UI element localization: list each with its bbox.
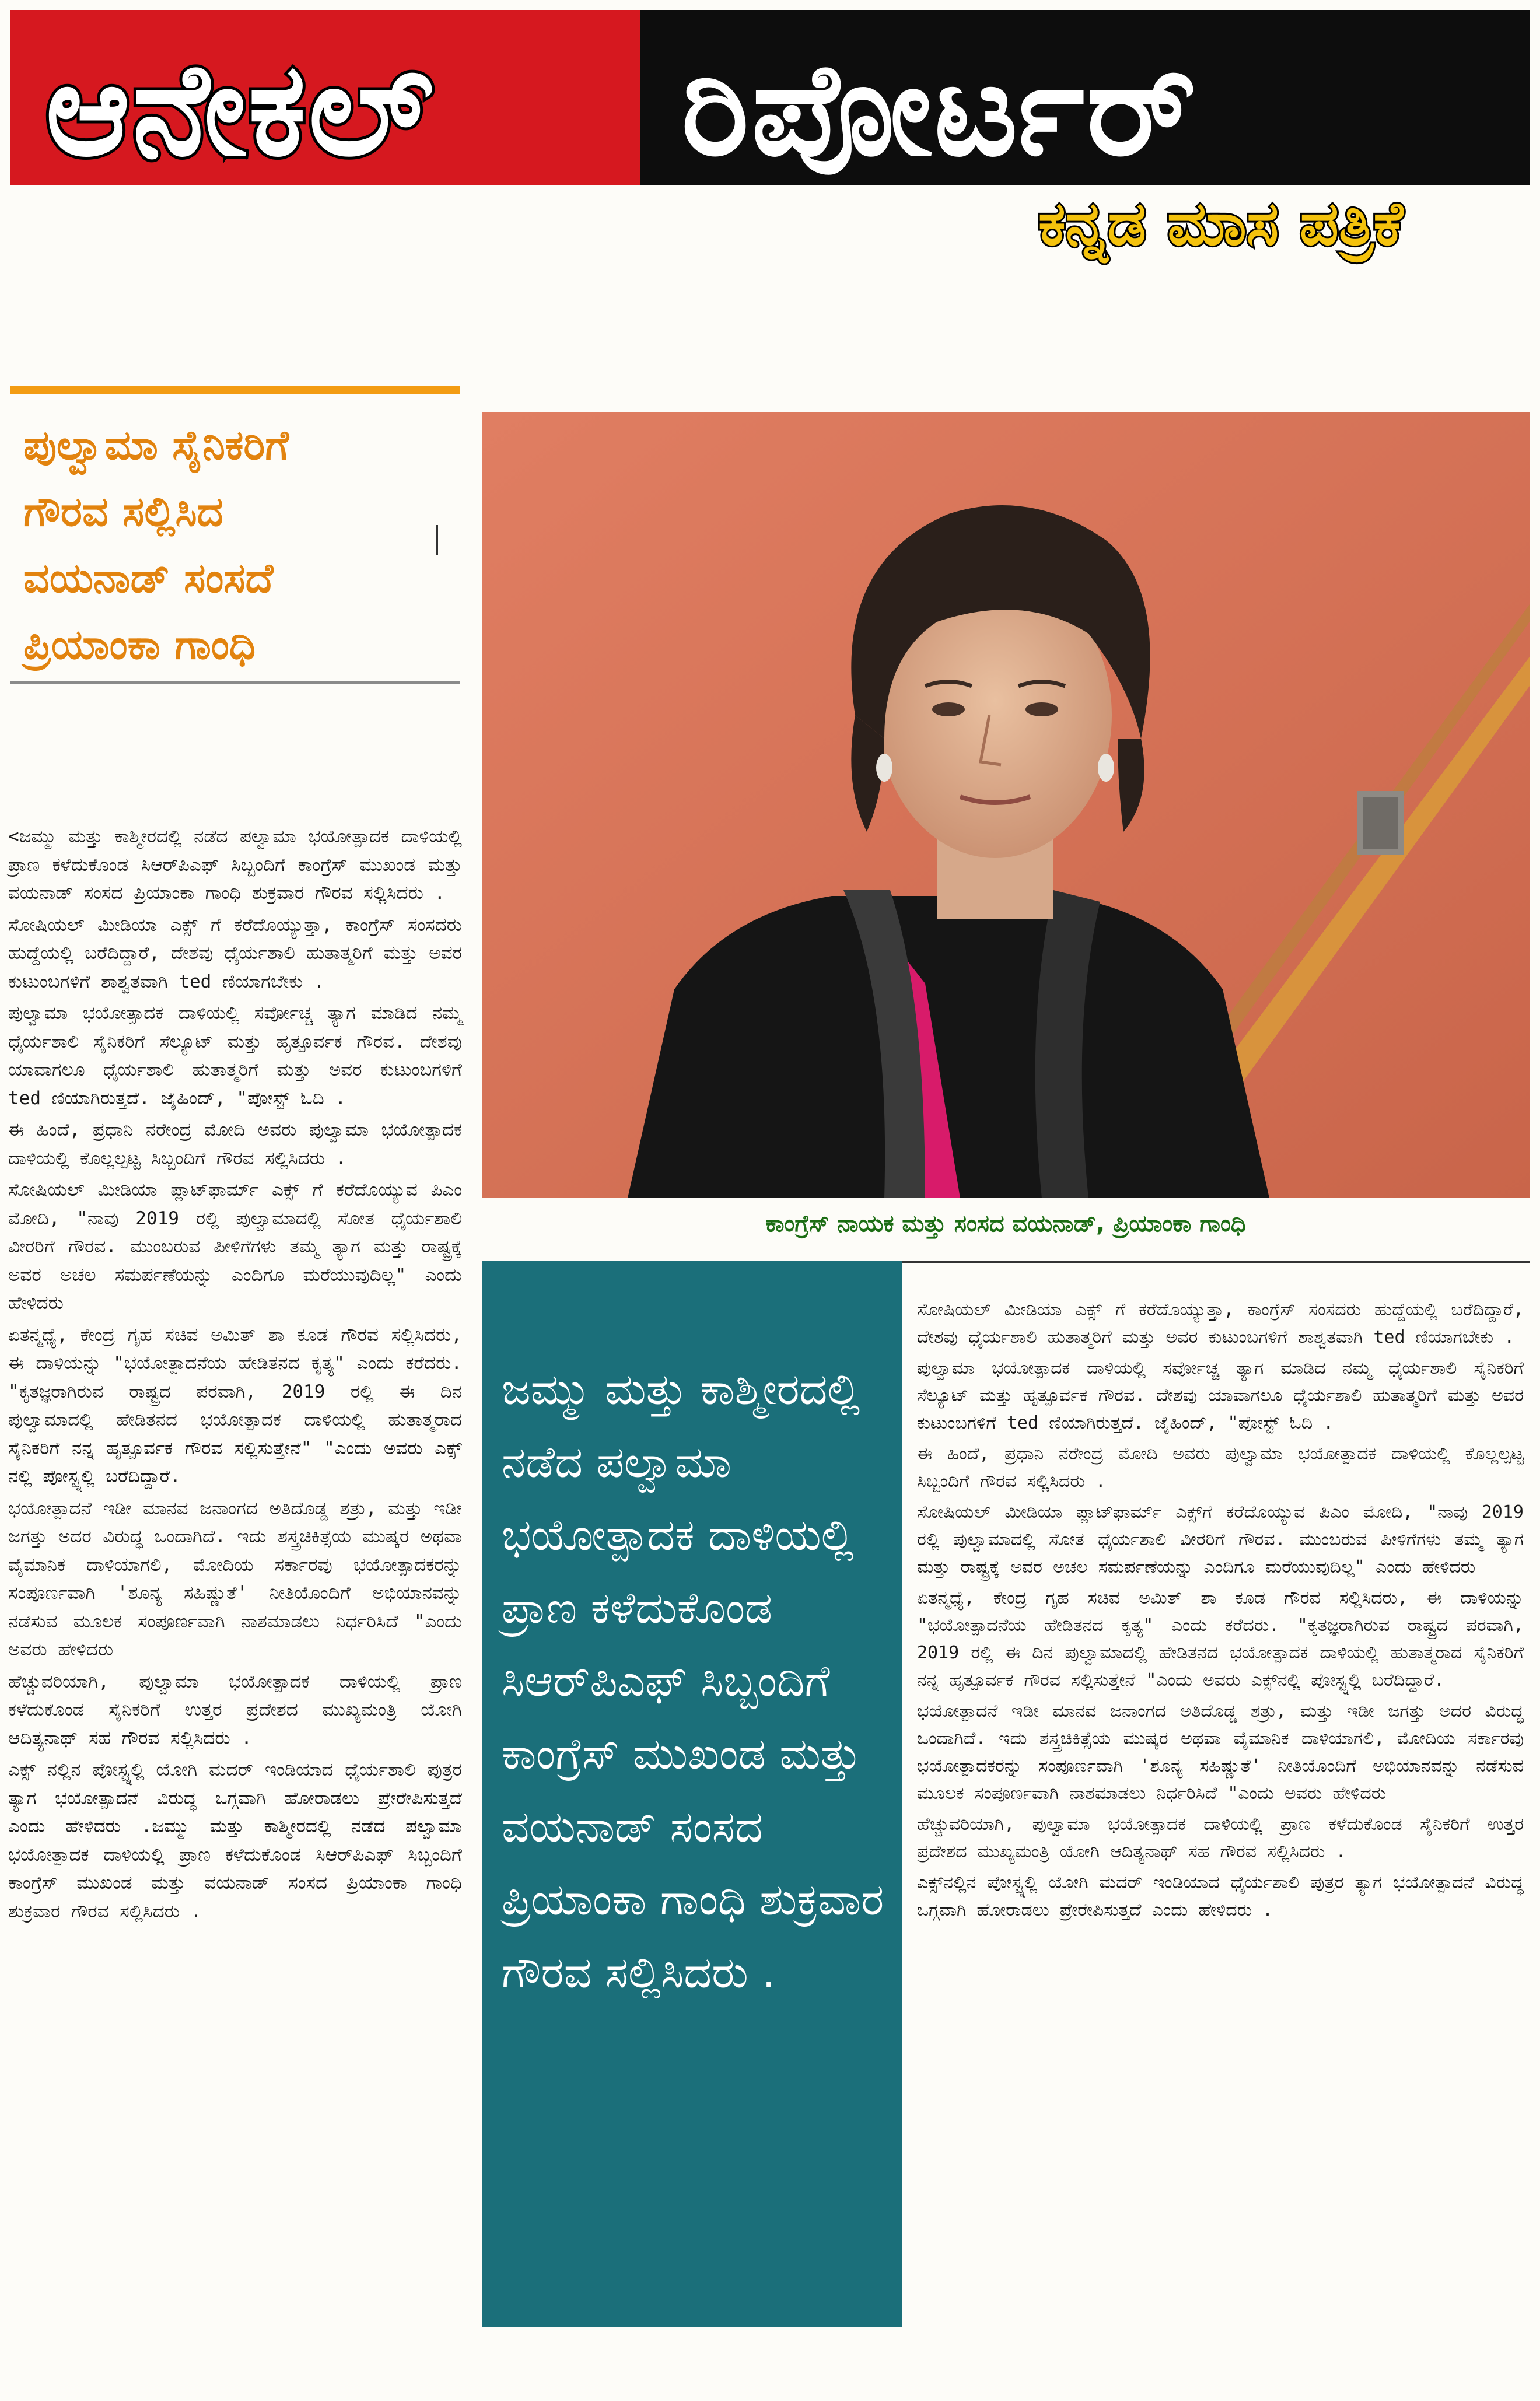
article-paragraph: <ಜಮ್ಮು ಮತ್ತು ಕಾಶ್ಮೀರದಲ್ಲಿ ನಡೆದ ಪಲ್ವಾಮಾ ಭಯೋತ್ಪಾದಕ ದಾಳಿಯಲ್ಲಿ ಪ್ರಾಣ ಕಳೆದುಕೊಂಡ ಸಿಆರ್‌ಪಿಎಫ್ ಸಿಬ್ಬಂದಿಗೆ ಕಾಂಗ್ರೆಸ್ ಮುಖಂಡ ಮತ್ತು ವಯನಾಡ್ ಸಂಸದ ಪ್ರಿಯಾಂಕಾ ಗಾಂಧಿ ಶುಕ್ರವಾರ ಗೌರವ ಸಲ್ಲಿಸಿದರು . [8, 826, 462, 904]
article-paragraph: ಸೋಷಿಯಲ್ ಮೀಡಿಯಾ ಎಕ್ಸ್ ಗೆ ಕರೆದೊಯ್ಯುತ್ತಾ, ಕಾಂಗ್ರೆಸ್ ಸಂಸದರು ಹುದ್ದೆಯಲ್ಲಿ ಬರೆದಿದ್ದಾರೆ, ದೇಶವು ಧೈರ್ಯಶಾಲಿ ಹುತಾತ್ಮರಿಗೆ ಮತ್ತು ಅವರ ಕುಟುಂಬಗಳಿಗೆ ಶಾಶ್ವತವಾಗಿ ted ಣಿಯಾಗಬೇಕು . [8, 914, 462, 992]
article-paragraph: ಹೆಚ್ಚುವರಿಯಾಗಿ, ಪುಲ್ವಾಮಾ ಭಯೋತ್ಪಾದಕ ದಾಳಿಯಲ್ಲಿ ಪ್ರಾಣ ಕಳೆದುಕೊಂಡ ಸೈನಿಕರಿಗೆ ಉತ್ತರ ಪ್ರದೇಶದ ಮುಖ್ಯಮಂತ್ರಿ ಯೋಗಿ ಆದಿತ್ಯನಾಥ್ ಸಹ ಗೌರವ ಸಲ್ಲಿಸಿದರು . [8, 1671, 462, 1749]
headline-line: ಪ್ರಿಯಾಂಕಾ ಗಾಂಧಿ [23, 621, 256, 668]
article-paragraph: ಭಯೋತ್ಪಾದನೆ ಇಡೀ ಮಾನವ ಜನಾಂಗದ ಅತಿದೊಡ್ಡ ಶತ್ರು, ಮತ್ತು ಇಡೀ ಜಗತ್ತು ಅದರ ವಿರುದ್ಧ ಒಂದಾಗಿದೆ. ಇದು ಶಸ್ತ್ರಚಿಕಿತ್ಸೆಯ ಮುಷ್ಕರ ಅಥವಾ ವೈಮಾನಿಕ ದಾಳಿಯಾಗಲಿ, ಮೋದಿಯ ಸರ್ಕಾರವು ಭಯೋತ್ಪಾದಕರನ್ನು ಸಂಪೂರ್ಣವಾಗಿ 'ಶೂನ್ಯ ಸಹಿಷ್ಣುತೆ' ನೀತಿಯೊಂದಿಗೆ ಅಭಿಯಾನವನ್ನು ನಡೆಸುವ ಮೂಲಕ ಸಂಪೂರ್ಣವಾಗಿ ನಾಶಮಾಡಲು ನಿರ್ಧರಿಸಿದೆ "ಎಂದು ಅವರು ಹೇಳಿದರು [8, 1497, 462, 1660]
article-paragraph: ಈ ಹಿಂದೆ, ಪ್ರಧಾನಿ ನರೇಂದ್ರ ಮೋದಿ ಅವರು ಪುಲ್ವಾಮಾ ಭಯೋತ್ಪಾದಕ ದಾಳಿಯಲ್ಲಿ ಕೊಲ್ಲಲ್ಪಟ್ಟ ಸಿಬ್ಬಂದಿಗೆ ಗೌರವ ಸಲ್ಲಿಸಿದರು . [8, 1119, 462, 1169]
article-headline [23, 412, 455, 678]
masthead-red-panel [10, 10, 640, 186]
masthead-black-panel [640, 10, 1530, 186]
headline-line: ವಯನಾಡ್ ಸಂಸದೆ [23, 554, 274, 602]
right-article-column [917, 1296, 1524, 1927]
article-paragraph: ಭಯೋತ್ಪಾದನೆ ಇಡೀ ಮಾನವ ಜನಾಂಗದ ಅತಿದೊಡ್ಡ ಶತ್ರು, ಮತ್ತು ಇಡೀ ಜಗತ್ತು ಅದರ ವಿರುದ್ಧ ಒಂದಾಗಿದೆ. ಇದು ಶಸ್ತ್ರಚಿಕಿತ್ಸೆಯ ಮುಷ್ಕರ ಅಥವಾ ವೈಮಾನಿಕ ದಾಳಿಯಾಗಲಿ, ಮೋದಿಯ ಸರ್ಕಾರವು ಭಯೋತ್ಪಾದಕರನ್ನು ಸಂಪೂರ್ಣವಾಗಿ 'ಶೂನ್ಯ ಸಹಿಷ್ಣುತೆ' ನೀತಿಯೊಂದಿಗೆ ಅಭಿಯಾನವನ್ನು ನಡೆಸುವ ಮೂಲಕ ಸಂಪೂರ್ಣವಾಗಿ ನಾಶಮಾಡಲು ನಿರ್ಧರಿಸಿದೆ "ಎಂದು ಅವರು ಹೇಳಿದರು [917, 1701, 1524, 1804]
masthead-title-black: ರಿಪೋರ್ಟರ್ [681, 35, 1199, 184]
left-article-column [8, 822, 462, 1929]
article-paragraph: ಎಕ್ಸ್ ನಲ್ಲಿನ ಪೋಸ್ಟ್ನಲ್ಲಿ ಯೋಗಿ ಮದರ್ ಇಂಡಿಯಾದ ಧೈರ್ಯಶಾಲಿ ಪುತ್ರರ ತ್ಯಾಗ ಭಯೋತ್ಪಾದನೆ ವಿರುದ್ಧ ಒಗ್ಗವಾಗಿ ಹೋರಾಡಲು ಪ್ರೇರೇಪಿಸುತ್ತದೆ ಎಂದು ಹೇಳಿದರು .ಜಮ್ಮು ಮತ್ತು ಕಾಶ್ಮೀರದಲ್ಲಿ ನಡೆದ ಪಲ್ವಾಮಾ ಭಯೋತ್ಪಾದಕ ದಾಳಿಯಲ್ಲಿ ಪ್ರಾಣ ಕಳೆದುಕೊಂಡ ಸಿಆರ್‌ಪಿಎಫ್ ಸಿಬ್ಬಂದಿಗೆ ಕಾಂಗ್ರೆಸ್ ಮುಖಂಡ ಮತ್ತು ವಯನಾಡ್ ಸಂಸದ ಪ್ರಿಯಾಂಕಾ ಗಾಂಧಿ ಶುಕ್ರವಾರ ಗೌರವ ಸಲ್ಲಿಸಿದರು . [8, 1759, 462, 1922]
article-paragraph: ಪುಲ್ವಾಮಾ ಭಯೋತ್ಪಾದಕ ದಾಳಿಯಲ್ಲಿ ಸರ್ವೋಚ್ಚ ತ್ಯಾಗ ಮಾಡಿದ ನಮ್ಮ ಧೈರ್ಯಶಾಲಿ ಸೈನಿಕರಿಗೆ ಸೆಲ್ಯೂಟ್ ಮತ್ತು ಹೃತ್ಪೂರ್ವಕ ಗೌರವ. ದೇಶವು ಯಾವಾಗಲೂ ಧೈರ್ಯಶಾಲಿ ಹುತಾತ್ಮರಿಗೆ ಮತ್ತು ಅವರ ಕುಟುಂಬಗಳಿಗೆ ted ಣಿಯಾಗಿರುತ್ತದೆ. ಜೈಹಿಂದ್, "ಪೋಸ್ಟ್ ಓದಿ . [917, 1358, 1524, 1433]
headline-line: ಪುಲ್ವಾಮಾ ಸೈನಿಕರಿಗೆ [23, 421, 289, 469]
masthead [0, 0, 1540, 268]
article-paragraph: ಸೋಷಿಯಲ್ ಮೀಡಿಯಾ ಎಕ್ಸ್ ಗೆ ಕರೆದೊಯ್ಯುತ್ತಾ, ಕಾಂಗ್ರೆಸ್ ಸಂಸದರು ಹುದ್ದೆಯಲ್ಲಿ ಬರೆದಿದ್ದಾರೆ, ದೇಶವು ಧೈರ್ಯಶಾಲಿ ಹುತಾತ್ಮರಿಗೆ ಮತ್ತು ಅವರ ಕುಟುಂಬಗಳಿಗೆ ಶಾಶ್ವತವಾಗಿ ted ಣಿಯಾಗಬೇಕು . [917, 1300, 1524, 1348]
headline-line: ಗೌರವ ಸಲ್ಲಿಸಿದ [23, 488, 223, 536]
right-column-rule [902, 1261, 1530, 1263]
article-paragraph: ಏತನ್ಮಧ್ಯೆ, ಕೇಂದ್ರ ಗೃಹ ಸಚಿವ ಅಮಿತ್ ಶಾ ಕೂಡ ಗೌರವ ಸಲ್ಲಿಸಿದರು, ಈ ದಾಳಿಯನ್ನು "ಭಯೋತ್ಪಾದನೆಯ ಹೇಡಿತನದ ಕೃತ್ಯ" ಎಂದು ಕರೆದರು. "ಕೃತಜ್ಞರಾಗಿರುವ ರಾಷ್ಟ್ರದ ಪರವಾಗಿ, 2019 ರಲ್ಲಿ ಈ ದಿನ ಪುಲ್ವಾಮಾದಲ್ಲಿ ಹೇಡಿತನದ ಭಯೋತ್ಪಾದಕ ದಾಳಿಯಲ್ಲಿ ಹುತಾತ್ಮರಾದ ಸೈನಿಕರಿಗೆ ನನ್ನ ಹೃತ್ಪೂರ್ವಕ ಗೌರವ ಸಲ್ಲಿಸುತ್ತೇನೆ" "ಎಂದು ಅವರು ಎಕ್ಸ್ ನಲ್ಲಿ ಪೋಸ್ಟ್ನಲ್ಲಿ ಬರೆದಿದ್ದಾರೆ. [8, 1324, 462, 1487]
masthead-title-red: ಆನೇಕಲ್ [46, 35, 436, 184]
article-paragraph: ಎಕ್ಸ್‌ನಲ್ಲಿನ ಪೋಸ್ಟ್ನಲ್ಲಿ ಯೋಗಿ ಮದರ್ ಇಂಡಿಯಾದ ಧೈರ್ಯಶಾಲಿ ಪುತ್ರರ ತ್ಯಾಗ ಭಯೋತ್ಪಾದನೆ ವಿರುದ್ಧ ಒಗ್ಗವಾಗಿ ಹೋರಾಡಲು ಪ್ರೇರೇಪಿಸುತ್ತದೆ ಎಂದು ಹೇಳಿದರು . [917, 1873, 1524, 1920]
text-cursor [436, 525, 438, 555]
article-paragraph: ಸೋಷಿಯಲ್ ಮೀಡಿಯಾ ಪ್ಲಾಟ್‌ಫಾರ್ಮ್ ಎಕ್ಸ್ ಗೆ ಕರೆದೊಯ್ಯುವ ಪಿಎಂ ಮೋದಿ, "ನಾವು 2019 ರಲ್ಲಿ ಪುಲ್ವಾಮಾದಲ್ಲಿ ಸೋತ ಧೈರ್ಯಶಾಲಿ ವೀರರಿಗೆ ಗೌರವ. ಮುಂಬರುವ ಪೀಳಿಗೆಗಳು ತಮ್ಮ ತ್ಯಾಗ ಮತ್ತು ರಾಷ್ಟ್ರಕ್ಕೆ ಅವರ ಅಚಲ ಸಮರ್ಪಣೆಯನ್ನು ಎಂದಿಗೂ ಮರೆಯುವುದಿಲ್ಲ" ಎಂದು ಹೇಳಿದರು [8, 1180, 462, 1314]
masthead-tagline: ಕನ್ನಡ ಮಾಸ ಪತ್ರಿಕೆ [1038, 188, 1404, 259]
headline-top-rule [10, 386, 460, 394]
article-paragraph: ಪುಲ್ವಾಮಾ ಭಯೋತ್ಪಾದಕ ದಾಳಿಯಲ್ಲಿ ಸರ್ವೋಚ್ಚ ತ್ಯಾಗ ಮಾಡಿದ ನಮ್ಮ ಧೈರ್ಯಶಾಲಿ ಸೈನಿಕರಿಗೆ ಸೆಲ್ಯೂಟ್ ಮತ್ತು ಹೃತ್ಪೂರ್ವಕ ಗೌರವ. ದೇಶವು ಯಾವಾಗಲೂ ಧೈರ್ಯಶಾಲಿ ಹುತಾತ್ಮರಿಗೆ ಮತ್ತು ಅವರ ಕುಟುಂಬಗಳಿಗೆ ted ಣಿಯಾಗಿರುತ್ತದೆ. ಜೈಹಿಂದ್, "ಪೋಸ್ಟ್ ಓದಿ . [8, 1003, 462, 1109]
article-paragraph: ಈ ಹಿಂದೆ, ಪ್ರಧಾನಿ ನರೇಂದ್ರ ಮೋದಿ ಅವರು ಪುಲ್ವಾಮಾ ಭಯೋತ್ಪಾದಕ ದಾಳಿಯಲ್ಲಿ ಕೊಲ್ಲಲ್ಪಟ್ಟ ಸಿಬ್ಬಂದಿಗೆ ಗೌರವ ಸಲ್ಲಿಸಿದರು . [917, 1444, 1524, 1492]
headline-bottom-rule [10, 681, 460, 684]
article-paragraph: ಹೆಚ್ಚುವರಿಯಾಗಿ, ಪುಲ್ವಾಮಾ ಭಯೋತ್ಪಾದಕ ದಾಳಿಯಲ್ಲಿ ಪ್ರಾಣ ಕಳೆದುಕೊಂಡ ಸೈನಿಕರಿಗೆ ಉತ್ತರ ಪ್ರದೇಶದ ಮುಖ್ಯಮಂತ್ರಿ ಯೋಗಿ ಆದಿತ್ಯನಾಥ್ ಸಹ ಗೌರವ ಸಲ್ಲಿಸಿದರು . [917, 1814, 1524, 1862]
photo-caption: ಕಾಂಗ್ರೆಸ್ ನಾಯಕ ಮತ್ತು ಸಂಸದ ವಯನಾಡ್, ಪ್ರಿಯಾಂಕಾ ಗಾಂಧಿ [765, 1210, 1246, 1237]
article-photo [482, 412, 1530, 1198]
article-paragraph: ಸೋಷಿಯಲ್ ಮೀಡಿಯಾ ಪ್ಲಾಟ್‌ಫಾರ್ಮ್ ಎಕ್ಸ್‌ಗೆ ಕರೆದೊಯ್ಯುವ ಪಿಎಂ ಮೋದಿ, "ನಾವು 2019 ರಲ್ಲಿ ಪುಲ್ವಾಮಾದಲ್ಲಿ ಸೋತ ಧೈರ್ಯಶಾಲಿ ವೀರರಿಗೆ ಗೌರವ. ಮುಂಬರುವ ಪೀಳಿಗೆಗಳು ತಮ್ಮ ತ್ಯಾಗ ಮತ್ತು ರಾಷ್ಟ್ರಕ್ಕೆ ಅವರ ಅಚಲ ಸಮರ್ಪಣೆಯನ್ನು ಎಂದಿಗೂ ಮರೆಯುವುದಿಲ್ಲ" ಎಂದು ಹೇಳಿದರು [917, 1502, 1524, 1577]
portrait-illustration [482, 412, 1530, 1198]
article-paragraph: ಏತನ್ಮಧ್ಯೆ, ಕೇಂದ್ರ ಗೃಹ ಸಚಿವ ಅಮಿತ್ ಶಾ ಕೂಡ ಗೌರವ ಸಲ್ಲಿಸಿದರು, ಈ ದಾಳಿಯನ್ನು "ಭಯೋತ್ಪಾದನೆಯ ಹೇಡಿತನದ ಕೃತ್ಯ" ಎಂದು ಕರೆದರು. "ಕೃತಜ್ಞರಾಗಿರುವ ರಾಷ್ಟ್ರದ ಪರವಾಗಿ, 2019 ರಲ್ಲಿ ಈ ದಿನ ಪುಲ್ವಾಮಾದಲ್ಲಿ ಹೇಡಿತನದ ಭಯೋತ್ಪಾದಕ ದಾಳಿಯಲ್ಲಿ ಹುತಾತ್ಮರಾದ ಸೈನಿಕರಿಗೆ ನನ್ನ ಹೃತ್ಪೂರ್ವಕ ಗೌರವ ಸಲ್ಲಿಸುತ್ತೇನೆ "ಎಂದು ಅವರು ಎಕ್ಸ್‌ನಲ್ಲಿ ಪೋಸ್ಟ್ನಲ್ಲಿ ಬರೆದಿದ್ದಾರೆ. [917, 1588, 1524, 1690]
pull-quote-text: ಜಮ್ಮು ಮತ್ತು ಕಾಶ್ಮೀರದಲ್ಲಿ ನಡೆದ ಪಲ್ವಾಮಾ ಭಯೋತ್ಪಾದಕ ದಾಳಿಯಲ್ಲಿ ಪ್ರಾಣ ಕಳೆದುಕೊಂಡ ಸಿಆರ್‌ಪಿಎಫ್ ಸಿಬ್ಬಂದಿಗೆ ಕಾಂಗ್ರೆಸ್ ಮುಖಂಡ ಮತ್ತು ವಯನಾಡ್ ಸಂಸದ ಪ್ರಿಯಾಂಕಾ ಗಾಂಧಿ ಶುಕ್ರವಾರ ಗೌರವ ಸಲ್ಲಿಸಿದರು . [502, 1364, 884, 1998]
